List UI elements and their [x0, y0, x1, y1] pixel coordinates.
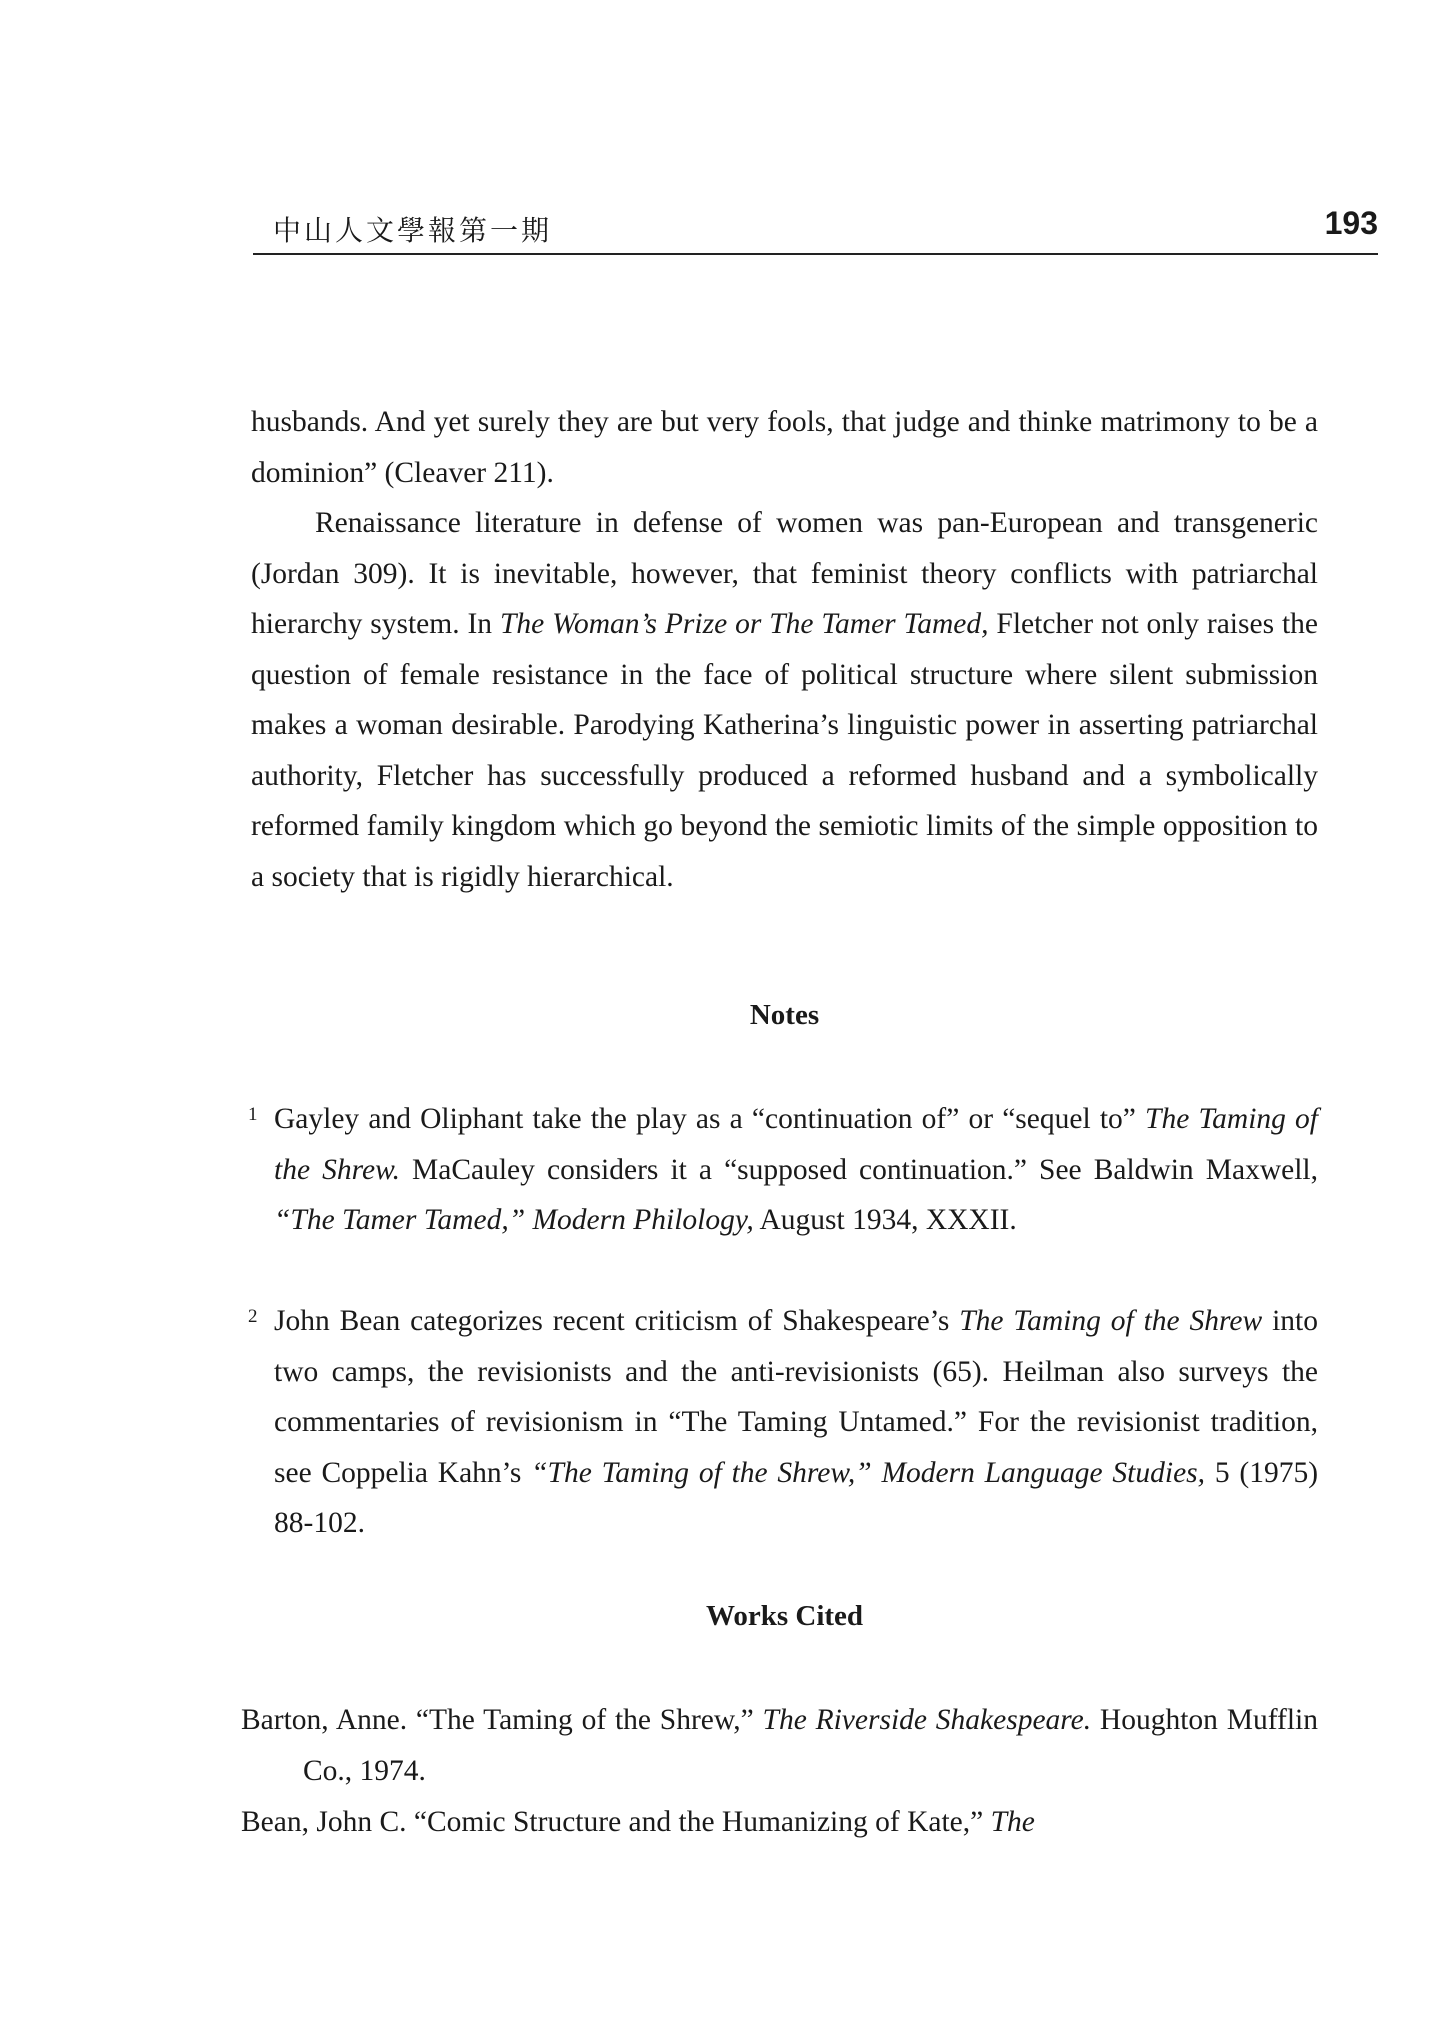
page-number: 193 — [1324, 205, 1378, 241]
footnote-2-part-a: John Bean categorizes recent criticism of Shakespeare’s — [274, 1305, 960, 1337]
footnote-2-number: 2 — [248, 1306, 258, 1327]
footnote-1-number: 1 — [248, 1104, 258, 1125]
footnote-2-part-e: 5 (1975) 88-102. — [274, 1456, 1319, 1539]
footnote-1-italic-title: The Taming of the Shrew. — [274, 1103, 1318, 1186]
citation-barton — [241, 1695, 1318, 1796]
footnote-2-part-c: into two camps, the revisionists and the anti-revisionists (65). Heilman also surveys the commentaries of revisionism in “The Taming Untamed.” For the revisionist tradition, see Coppelia Kahn’s — [274, 1305, 1318, 1489]
footnote-2 — [248, 1296, 1319, 1549]
paragraph-2-part-c: Fletcher not only raises the question of female resistance in the face of political structure where silent submission makes a woman desirable. Parodying Katherina’s linguistic power in asserting patriarchal authority, Fletcher has successfully produced a reformed husband and a symbolically reformed family kingdom which go beyond the semiotic limits of the simple opposition to a society that is rigidly hierarchical. — [251, 608, 1318, 893]
play-title: The Woman’s Prize or The Tamer Tamed, — [499, 608, 989, 640]
body-text — [251, 397, 1318, 902]
citation-bean-italic: The — [990, 1806, 1035, 1838]
footnote-1-part-e: August 1934, XXXII. — [753, 1204, 1017, 1236]
footnote-1-part-a: Gayley and Oliphant take the play as a “continuation of” or “sequel to” — [274, 1103, 1146, 1135]
works-cited-heading: Works Cited — [705, 1600, 864, 1632]
citation-barton-italic: The Riverside Shakespeare. — [762, 1704, 1092, 1736]
running-header — [253, 205, 1378, 255]
notes-heading: Notes — [749, 999, 820, 1031]
paragraph-2 — [251, 498, 1318, 902]
footnote-2-italic-source: “The Taming of the Shrew,” Modern Language Studies, — [531, 1456, 1206, 1489]
footnote-1 — [248, 1094, 1318, 1246]
footnote-1-italic-source: “The Tamer Tamed,” Modern Philology, — [274, 1204, 754, 1236]
footnote-1-part-c: MaCauley considers it a “supposed continuation.” See Baldwin Maxwell, — [399, 1153, 1318, 1186]
footnote-2-italic-title: The Taming of the Shrew — [959, 1305, 1263, 1337]
citation-barton-part-a: Barton, Anne. “The Taming of the Shrew,” — [241, 1704, 763, 1736]
journal-title: 中山人文學報第一期 — [273, 214, 553, 247]
paragraph-2-part-a: Renaissance literature in defense of women was pan-European and transgeneric (Jordan 309). It is inevitable, however, that feminist theory conflicts with patriarchal hierarchy system. In — [251, 507, 1318, 640]
citation-barton-part-c: Houghton Mufflin Co., 1974. — [303, 1704, 1318, 1787]
citation-bean-part-a: Bean, John C. “Comic Structure and the Humanizing of Kate,” — [241, 1806, 991, 1838]
paragraph-1-text: husbands. And yet surely they are but very fools, that judge and thinke matrimony to be a dominion” (Cleaver 211). — [251, 406, 1318, 489]
paragraph-1 — [251, 397, 1318, 498]
citation-bean — [241, 1797, 1318, 1848]
